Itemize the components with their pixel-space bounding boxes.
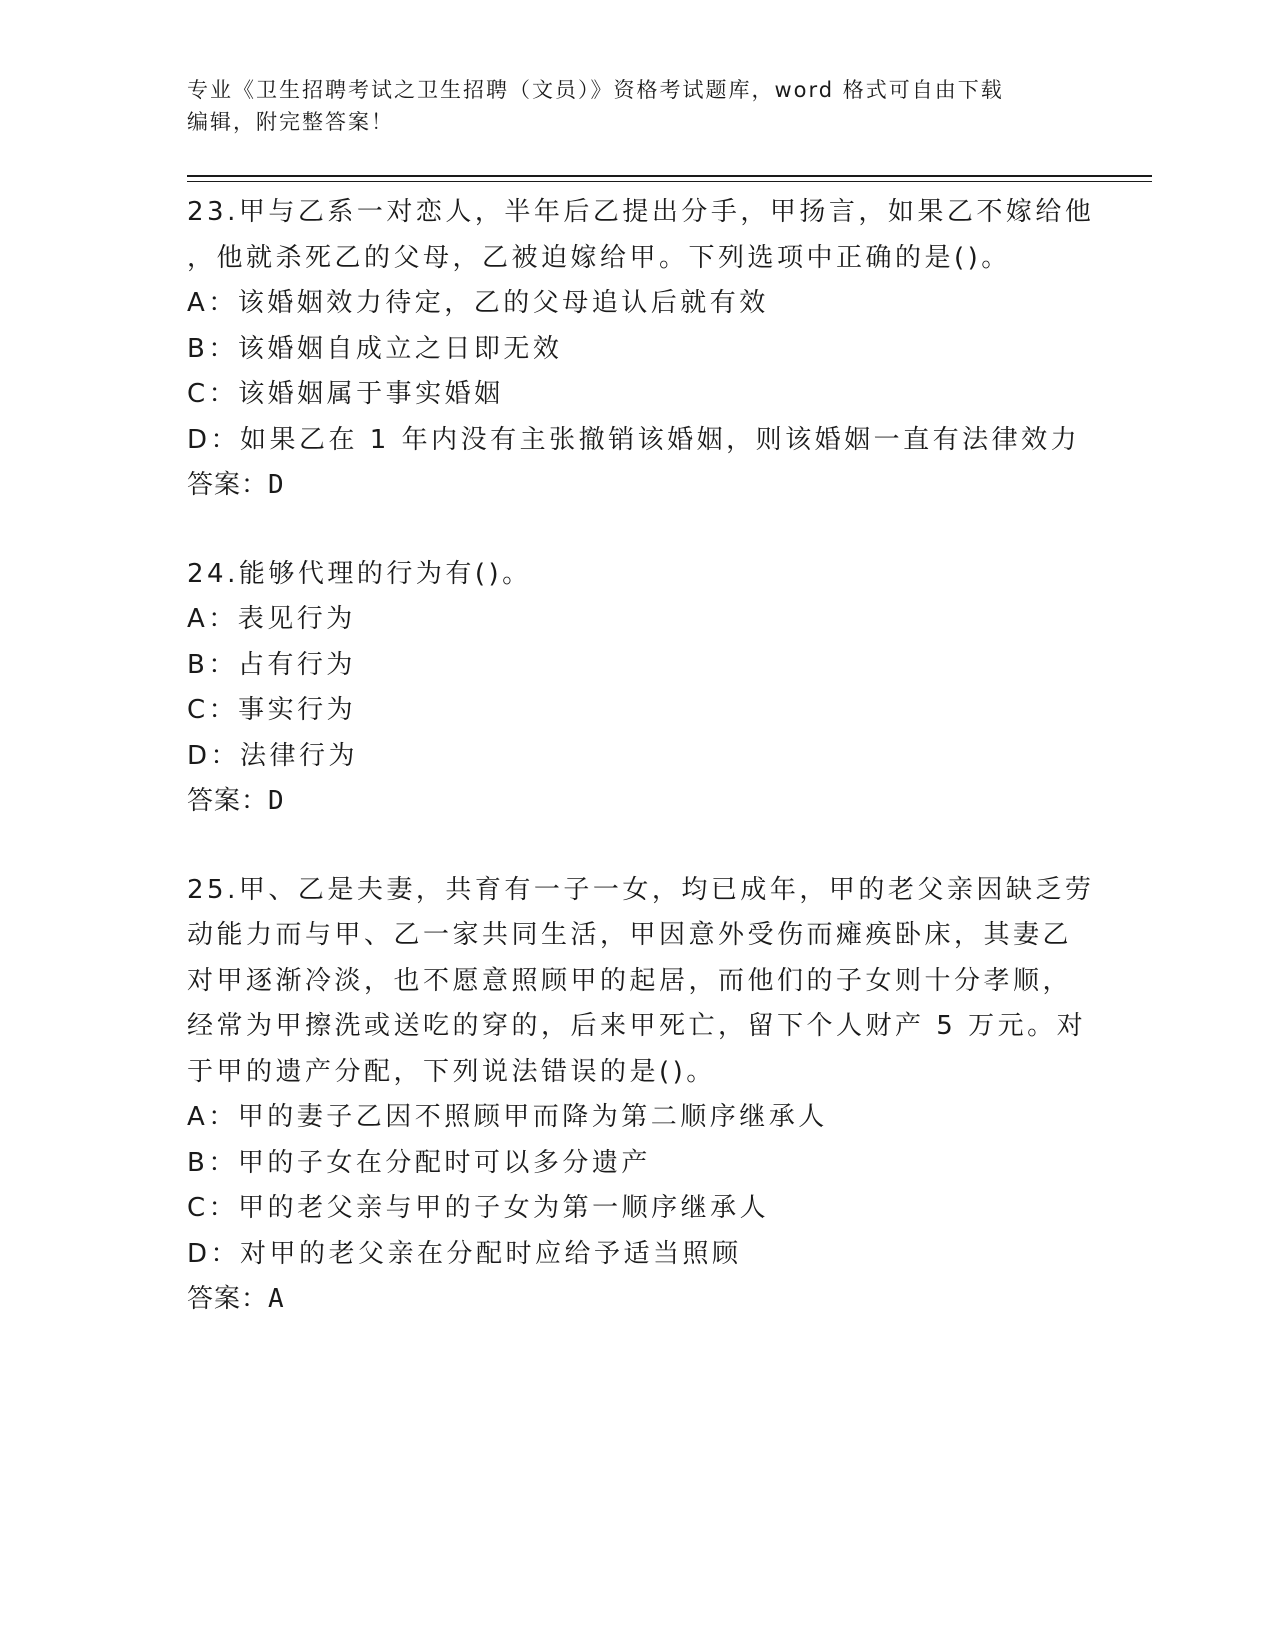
answer-label: 答案： (187, 470, 269, 500)
option-d: D：对甲的老父亲在分配时应给予适当照顾 (187, 1238, 742, 1269)
header-divider (187, 175, 1152, 177)
question-stem-line: ，他就杀死乙的父母，乙被迫嫁给甲。下列选项中正确的是()。 (187, 242, 1011, 273)
option-a: A：甲的妻子乙因不照顾甲而降为第二顺序继承人 (187, 1102, 828, 1132)
document-header (187, 74, 1067, 138)
answer-value: D (268, 786, 285, 816)
question-stem-line: 动能力而与甲、乙一家共同生活，甲因意外受伤而瘫痪卧床，其妻乙 (187, 920, 1073, 950)
option-c: C：该婚姻属于事实婚姻 (187, 379, 504, 409)
header-line-2: 编辑，附完整答案！ (187, 110, 394, 134)
answer-label: 答案： (187, 1284, 269, 1314)
question-stem-line: 25.甲、乙是夫妻，共育有一子一女，均已成年，甲的老父亲因缺乏劳 (187, 874, 1095, 905)
question-stem-line: 经常为甲擦洗或送吃的穿的，后来甲死亡，留下个人财产 5 万元。对 (187, 1011, 1087, 1041)
option-a: A：表见行为 (187, 604, 356, 634)
answer-label: 答案： (187, 786, 269, 816)
answer-value: D (268, 470, 285, 500)
question-stem-line: 24.能够代理的行为有()。 (187, 558, 532, 589)
option-b: B：甲的子女在分配时可以多分遗产 (187, 1147, 651, 1178)
option-d: D：如果乙在 1 年内没有主张撤销该婚姻，则该婚姻一直有法律效力 (187, 424, 1081, 455)
question-stem-line: 对甲逐渐冷淡，也不愿意照顾甲的起居，而他们的子女则十分孝顺， (187, 965, 1073, 996)
answer (187, 1277, 1087, 1323)
option-c: C：甲的老父亲与甲的子女为第一顺序继承人 (187, 1193, 770, 1223)
option-c: C：事实行为 (187, 695, 357, 725)
question-stem-line: 于甲的遗产分配，下列说法错误的是()。 (187, 1056, 716, 1087)
header-divider-thin (187, 181, 1152, 182)
answer-value: A (268, 1284, 285, 1314)
question-24 (187, 552, 1087, 825)
answer (187, 463, 1087, 509)
question-stem-line: 23.甲与乙系一对恋人，半年后乙提出分手，甲扬言，如果乙不嫁给他 (187, 197, 1095, 227)
header-line-1: 专业《卫生招聘考试之卫生招聘（文员）》资格考试题库，word 格式可自由下载 (187, 78, 1004, 102)
question-23 (187, 190, 1095, 509)
answer (187, 779, 1087, 825)
option-a: A：该婚姻效力待定，乙的父母追认后就有效 (187, 288, 769, 318)
option-d: D：法律行为 (187, 740, 359, 771)
option-b: B：占有行为 (187, 649, 356, 680)
question-list (187, 190, 1095, 1366)
option-b: B：该婚姻自成立之日即无效 (187, 333, 563, 364)
question-25 (187, 868, 1095, 1323)
